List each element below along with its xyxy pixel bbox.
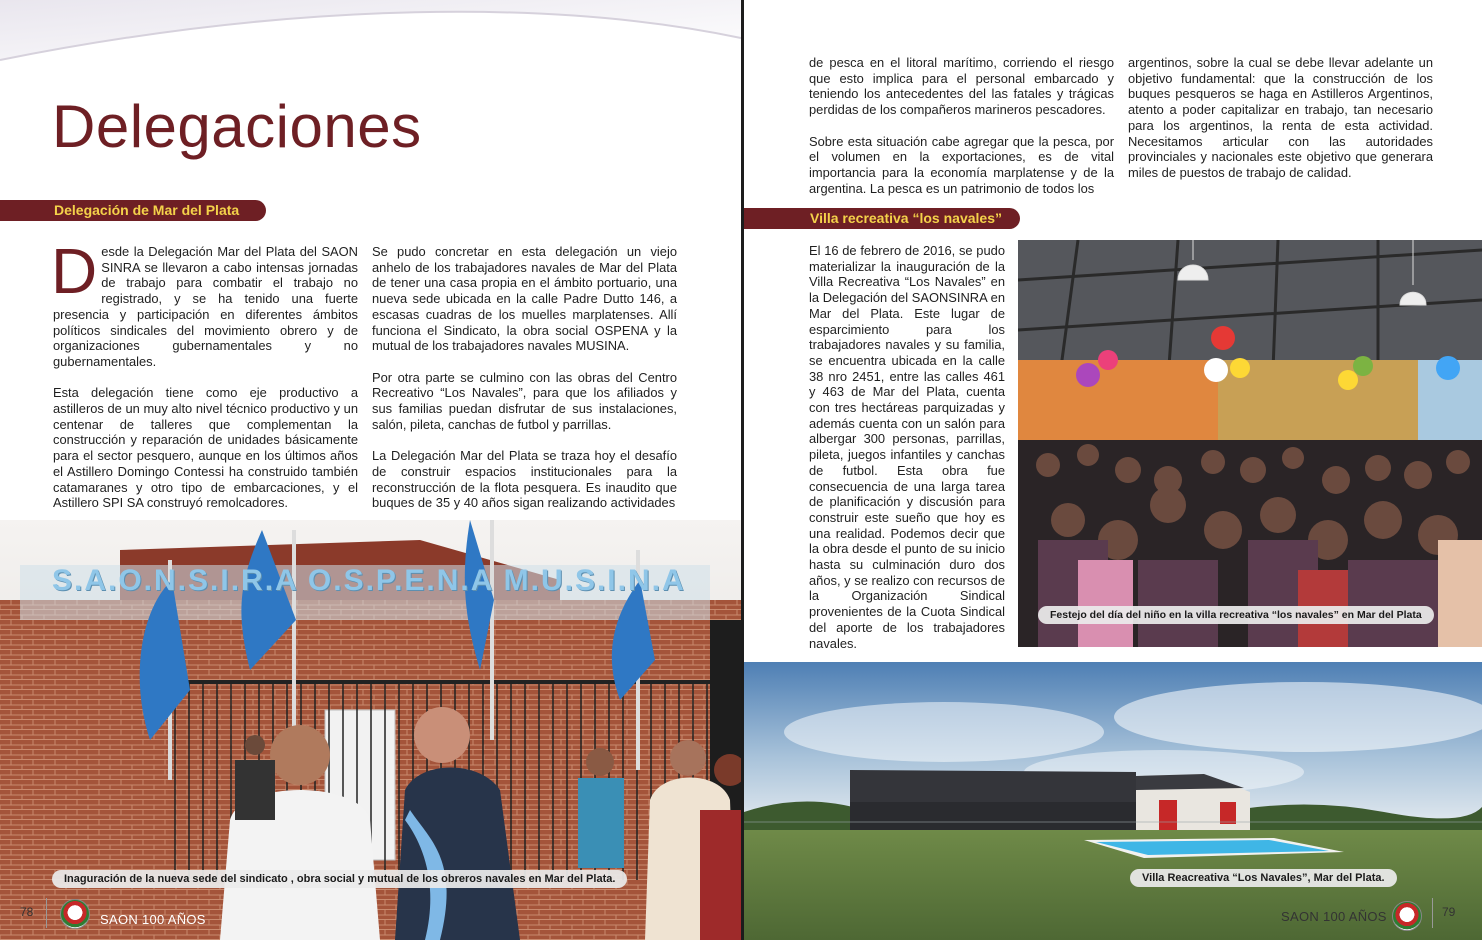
page-title: Delegaciones (52, 93, 422, 160)
paragraph: Por otra parte se culmino con las obras del Centro Recreativo “Los Navales”, para que los afiliados y sus familias puedan disfrutar de sus instalaciones, salón, pileta, canchas de futbol y parrillas. (372, 369, 677, 432)
text-column-1 (51, 235, 358, 511)
footer-text: SAON 100 AÑOS (100, 912, 206, 927)
paragraph: de pesca en el litoral marítimo, corriendo el riesgo que esto implica para el personal embarcado y teniendo los antecedentes del las fatales y trágicas perdidas de los compañeros marineros pescadores. (809, 55, 1114, 118)
footer-text: SAON 100 AÑOS (1281, 909, 1387, 924)
paragraph: Se pudo concretar en esta delegación un viejo anhelo de los trabajadores navales de Mar del Plata de tener una casa propia en el ámbito portuario, una nueva sede ubicada en la calle Padre Dutto 146, a escasas cuadras de los muelles marplatenses. Allí funciona el Sindicato, la obra social OSPENA y la mutual de los trabajadores navales MUSINA. (372, 244, 677, 354)
footer-divider (1432, 898, 1433, 928)
dropcap: D (51, 235, 98, 307)
section-heading: Villa recreativa “los navales” (810, 210, 1002, 226)
text-column-4 (1128, 55, 1433, 181)
villa-photo-caption: Villa Reacreativa “Los Navales”, Mar del Plata. (1130, 869, 1397, 887)
photo-caption: Inaguración de la nueva sede del sindicato , obra social y mutual de los obreros navales en Mar del Plata. (52, 870, 627, 888)
building-sign: S.A.O.N.S.I.R.A O.S.P.E.N.A M.U.S.I.N.A (52, 564, 686, 597)
page-number: 78 (20, 905, 34, 919)
party-photo (1018, 240, 1482, 647)
right-page (744, 0, 1482, 940)
villa-text-column (809, 243, 1005, 651)
villa-photo (744, 662, 1482, 940)
paragraph: argentinos, sobre la cual se debe llevar adelante un objetivo fundamental: que la construcción de los buques pesqueros se haga en Astilleros Argentinos, atento a poder capitalizar en trabajo, tan necesario para los argentinos, la renta de esta actividad. Necesitamos articular con las autoridades provinciales y nacionales este objetivo que generara miles de puestos de trabajo de calidad. (1128, 55, 1433, 180)
section-heading-ribbon (0, 200, 266, 221)
paragraph: La Delegación Mar del Plata se traza hoy el desafío de construir espacios institucionales para la reconstrucción de la flota pesquera. Es inaudito que buques de 35 y 40 años sigan realizando actividades (372, 448, 677, 511)
footer-divider (46, 898, 47, 928)
paragraph: Desde la Delegación Mar del Plata del SAON SINRA se llevaron a cabo intensas jornadas de trabajo para combatir el trabajo no registrado, y se ha tenido una fuerte presencia y participación en diferentes ámbitos políticos sindicales del movimiento obrero y de organizaciones gubernamentales y no gubernamentales. (51, 235, 358, 369)
saon-logo-icon (60, 899, 90, 929)
section-heading: Delegación de Mar del Plata (54, 202, 240, 218)
paragraph: El 16 de febrero de 2016, se pudo materializar la inauguración de la Villa Recreativa “Los Navales” en la Delegación del SAONSINRA en Mar del Plata. Este lugar de esparcimiento para los trabajadores navales y su familia, se encuentra ubicada en la calle 38 nro 2451, entre las calles 461 y 463 de Mar del Plata, cuenta con tres hectáreas parquizadas y además cuenta con un salón para albergar 300 personas, parrillas, pileta, juegos infantiles y canchas de futbol. Esta obra fue consecuencia de una larga tarea de planificación y discusión para construir este sueño que hoy es una realidad. Podemos decir que la obra desde el punto de su inicio hasta su culminación duro dos años, y se realizo con recursos de la Organización Sindical provenientes de la Cuota Sindical del aporte de los trabajadores navales. (809, 243, 1005, 651)
page-number: 79 (1442, 905, 1456, 919)
saon-logo-icon (1392, 901, 1422, 931)
paragraph: Sobre esta situación cabe agregar que la pesca, por el volumen en la exportaciones, es de vital importancia para la economía marplatense y de la argentina. La pesca es un patrimonio de todos los (809, 133, 1114, 196)
text-column-3 (809, 55, 1114, 196)
paragraph: Esta delegación tiene como eje productivo a astilleros de un muy alto nivel técnico productivo y un centenar de talleres que complementan la construcción y reparación de unidades básicamente para el sector pesquero, aunque en los últimos años el Astillero Domingo Contessi ha construido también catamaranes y otro tipo de embarcaciones, y el Astillero SPI SA construyó remolcadores. (53, 385, 358, 511)
section-heading-ribbon (744, 208, 1020, 229)
text-column-2 (372, 244, 677, 511)
party-photo-caption: Festejo del día del niño en la villa recreativa “los navales” en Mar del Plata (1038, 606, 1434, 624)
